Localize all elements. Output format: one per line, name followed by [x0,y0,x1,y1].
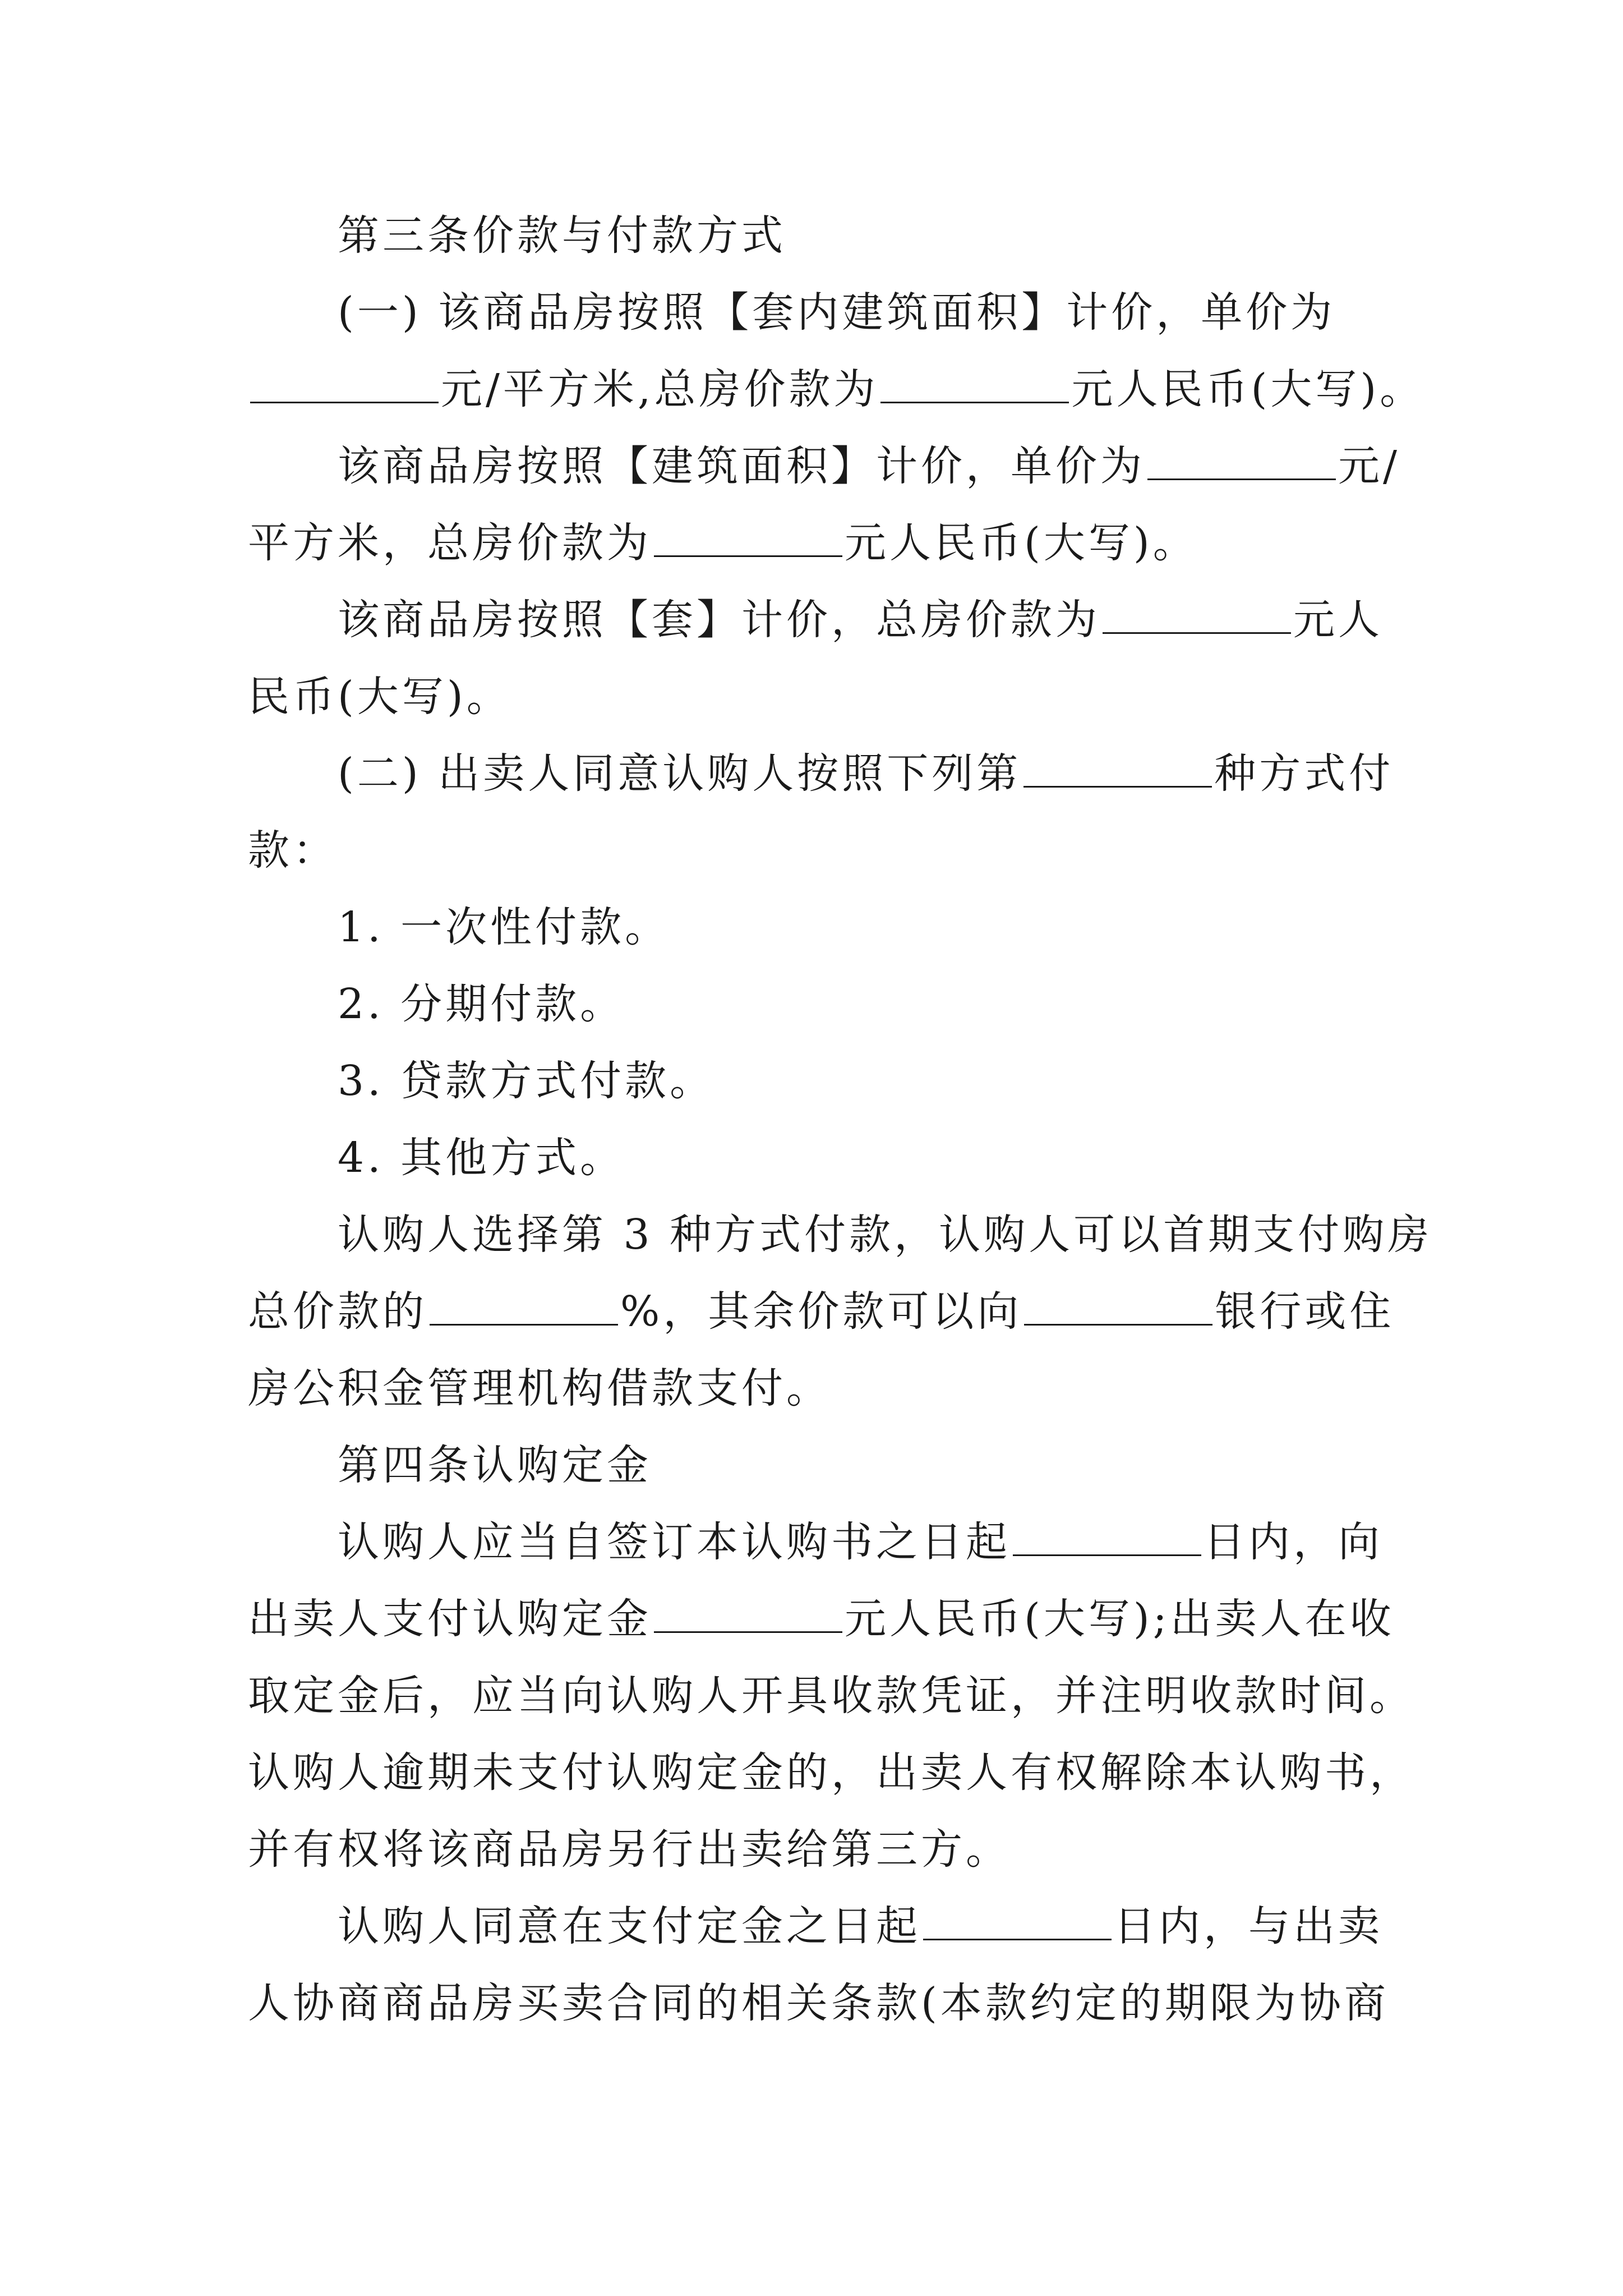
paragraph-line: 人协商商品房买卖合同的相关条款(本款约定的期限为协商 [248,1979,1389,2027]
article-3-heading: 第三条价款与付款方式 [338,211,786,260]
paragraph-line: (二) 出卖人同意认购人按照下列第 种方式付 [248,735,1392,812]
paragraph-line: 认购人逾期未支付认购定金的，出卖人有权解除本认购书， [248,1749,1414,1797]
paragraph-line: 民币(大写)。 [248,673,511,721]
fill-blank [1147,437,1336,480]
paragraph-line: (一) 该商品房按照【套内建筑面积】计价，单价为 [338,288,1336,337]
article-4-heading: 第四条认购定金 [338,1441,652,1489]
paragraph-line: 认购人应当自签订本认购书之日起 日内，向 [248,1504,1392,1581]
fill-blank [654,1590,842,1633]
fill-blank [1024,1282,1212,1326]
list-item: 2. 分期付款。 [338,980,625,1028]
fill-blank [654,514,842,557]
fill-blank [880,360,1069,403]
paragraph-line: 平方米，总房价款为 元人民币(大写)。 [248,505,1392,582]
paragraph-line: 款： [248,826,338,875]
list-item: 3. 贷款方式付款。 [338,1057,715,1105]
fill-blank [1023,744,1212,788]
paragraph-line: 认购人同意在支付定金之日起 日内，与出卖 [248,1888,1392,1965]
paragraph-line: 该商品房按照【建筑面积】计价，单价为 元/ [248,428,1392,505]
paragraph-line: 房公积金管理机构借款支付。 [248,1364,831,1412]
fill-blank [430,1282,618,1326]
list-item: 4. 其他方式。 [338,1134,625,1182]
document-body [248,197,1433,2042]
list-item: 1. 一次性付款。 [338,903,670,951]
fill-blank [1103,591,1291,634]
fill-blank [1013,1513,1201,1556]
paragraph-line: 总价款的 %，其余价款可以向 银行或住 [248,1273,1392,1350]
paragraph-line: 出卖人支付认购定金 元人民币(大写);出卖人在收 [248,1581,1392,1658]
paragraph-line: 取定金后，应当向认购人开具收款凭证，并注明收款时间。 [248,1672,1414,1720]
paragraph-line: 该商品房按照【套】计价，总房价款为 元人 [248,582,1392,659]
paragraph-line: 认购人选择第 3 种方式付款，认购人可以首期支付购房 [338,1211,1433,1259]
paragraph-line: 并有权将该商品房另行出卖给第三方。 [248,1825,1011,1874]
fill-blank [923,1897,1112,1940]
fill-blank [250,360,439,403]
paragraph-line: 元/平方米,总房价款为 元人民币(大写)。 [248,351,1392,428]
